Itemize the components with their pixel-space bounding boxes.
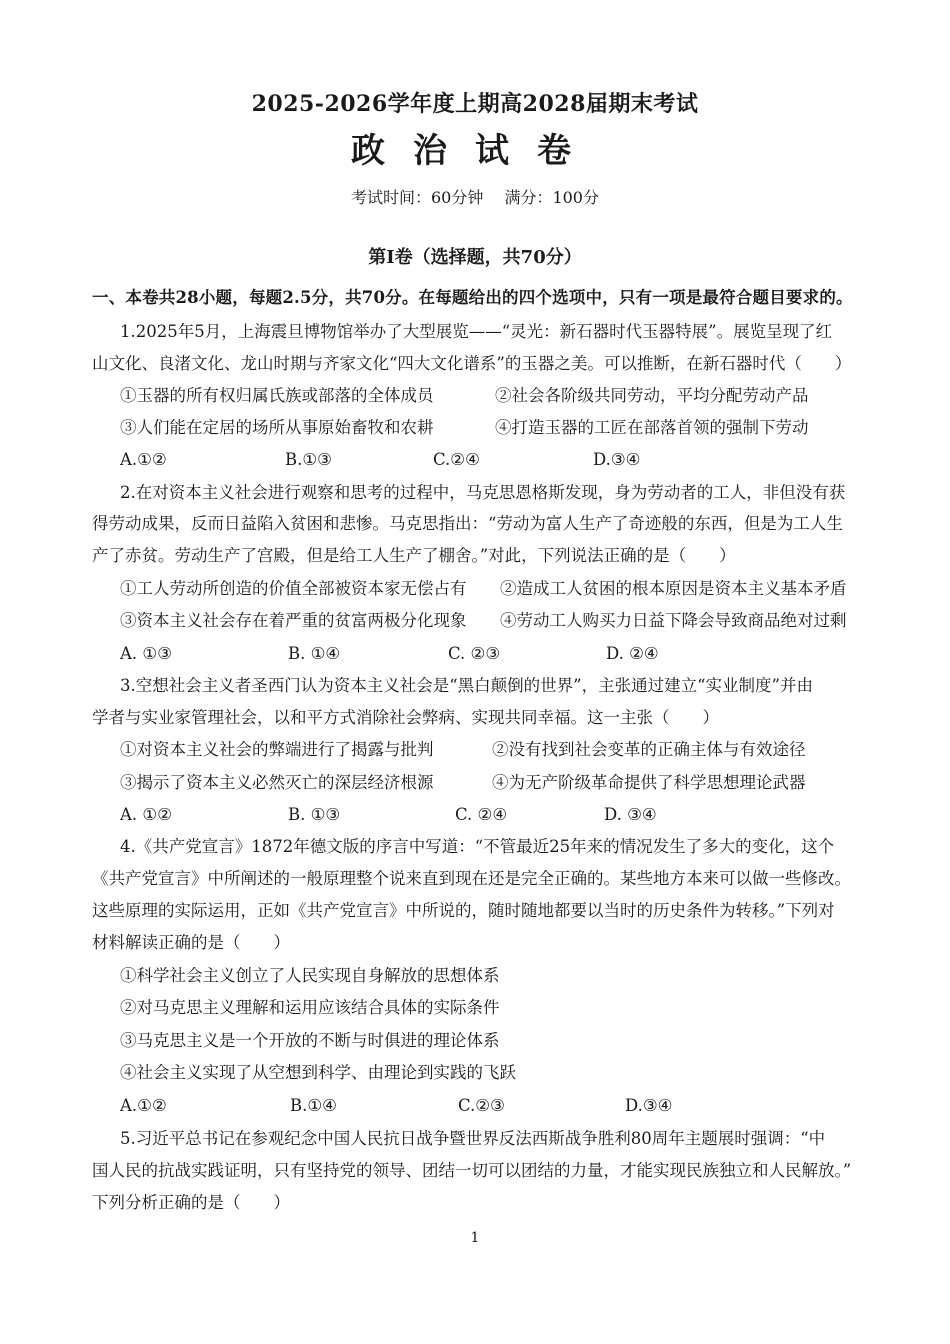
page-number: 1 bbox=[470, 1230, 480, 1246]
question-4-statement-2: ②对马克思主义理解和运用应该结合具体的实际条件 bbox=[120, 998, 500, 1017]
question-1-choice-a: A.①② bbox=[120, 450, 167, 469]
question-4-statement-3: ③马克思主义是一个开放的不断与时俱进的理论体系 bbox=[120, 1031, 500, 1050]
subject-title: 政治试卷 bbox=[351, 131, 599, 171]
question-3-statement-4: ④为无产阶级革命提供了科学思想理论武器 bbox=[492, 773, 806, 792]
question-1-choice-c: C.②④ bbox=[433, 450, 480, 469]
question-3-statement-1: ①对资本主义社会的弊端进行了揭露与批判 bbox=[120, 740, 434, 759]
question-4-choice-c: C.②③ bbox=[458, 1096, 505, 1115]
question-4-choice-b: B.①④ bbox=[290, 1096, 337, 1115]
question-1-statement-4: ④打造玉器的工匠在部落首领的强制下劳动 bbox=[495, 418, 809, 437]
section-instructions: 一、本卷共28小题，每题2.5分，共70分。在每题给出的四个选项中，只有一项是最符合题目要求的。 bbox=[92, 288, 853, 307]
question-3-statement-2: ②没有找到社会变革的正确主体与有效途径 bbox=[492, 740, 806, 759]
exam-title: 2025-2026学年度上期高2028届期末考试 bbox=[251, 91, 699, 117]
question-4-stem-line-2: 《共产党宣言》中所阐述的一般原理整个说来直到现在还是完全正确的。某些地方本来可以做一些修改。 bbox=[92, 869, 851, 888]
question-3-stem-line-2: 学者与实业家管理社会，以和平方式消除社会弊病、实现共同幸福。这一主张（ ） bbox=[92, 708, 719, 727]
question-5-stem-line-2: 国人民的抗战实践证明，只有坚持党的领导、团结一切可以团结的力量，才能实现民族独立和人民解放。” bbox=[92, 1161, 852, 1180]
question-4-statement-4: ④社会主义实现了从空想到科学、由理论到实践的飞跃 bbox=[120, 1063, 516, 1082]
question-2-choice-b: B. ①④ bbox=[288, 644, 341, 663]
question-4-choice-d: D.③④ bbox=[625, 1096, 673, 1115]
question-4-stem-line-4: 材料解读正确的是（ ） bbox=[92, 933, 290, 952]
question-2-statement-1: ①工人劳动所创造的价值全部被资本家无偿占有 bbox=[120, 579, 467, 598]
section-title: 第Ⅰ卷（选择题，共70分） bbox=[368, 247, 582, 268]
question-5-stem-line-1: 5.习近平总书记在参观纪念中国人民抗日战争暨世界反法西斯战争胜利80周年主题展时强调：“中 bbox=[120, 1129, 826, 1148]
exam-info: 考试时间：60分钟 满分：100分 bbox=[351, 188, 599, 207]
question-3-choice-d: D. ③④ bbox=[604, 805, 657, 824]
question-2-stem-line-1: 2.在对资本主义社会进行观察和思考的过程中，马克思恩格斯发现，身为劳动者的工人，非但没有获 bbox=[120, 483, 846, 502]
question-4-statement-1: ①科学社会主义创立了人民实现自身解放的思想体系 bbox=[120, 966, 500, 985]
question-2-choice-a: A. ①③ bbox=[120, 644, 172, 663]
question-4-stem-line-1: 4.《共产党宣言》1872年德文版的序言中写道：“不管最近25年来的情况发生了多大的变化，这个 bbox=[120, 837, 835, 856]
question-1-stem-line-1: 1.2025年5月，上海震旦博物馆举办了大型展览——“灵光：新石器时代玉器特展”。展览呈现了红 bbox=[120, 322, 833, 341]
question-5-stem-line-3: 下列分析正确的是（ ） bbox=[92, 1193, 290, 1212]
question-4-choice-a: A.①② bbox=[120, 1096, 167, 1115]
question-3-statement-3: ③揭示了资本主义必然灭亡的深层经济根源 bbox=[120, 773, 434, 792]
question-1-stem-line-2: 山文化、良渚文化、龙山时期与齐家文化“四大文化谱系”的玉器之美。可以推断，在新石器时代（ ） bbox=[92, 354, 852, 373]
question-2-stem-line-2: 得劳动成果，反而日益陷入贫困和悲惨。马克思指出：“劳动为富人生产了奇迹般的东西，但是为工人生 bbox=[92, 514, 843, 533]
question-1-statement-1: ①玉器的所有权归属氏族或部落的全体成员 bbox=[120, 386, 434, 405]
question-1-statement-2: ②社会各阶级共同劳动，平均分配劳动产品 bbox=[495, 386, 809, 405]
question-2-choice-c: C. ②③ bbox=[448, 644, 501, 663]
question-2-stem-line-3: 产了赤贫。劳动生产了宫殿，但是给工人生产了棚舍。”对此，下列说法正确的是（ ） bbox=[92, 546, 736, 565]
question-1-choice-b: B.①③ bbox=[285, 450, 332, 469]
question-3-stem-line-1: 3.空想社会主义者圣西门认为资本主义社会是“黑白颠倒的世界”，主张通过建立“实业制度”并由 bbox=[120, 676, 813, 695]
question-1-choice-d: D.③④ bbox=[593, 450, 641, 469]
question-4-stem-line-3: 这些原理的实际运用，正如《共产党宣言》中所说的，随时随地都要以当时的历史条件为转移。”下列对 bbox=[92, 901, 835, 920]
question-2-statement-4: ④劳动工人购买力日益下降会导致商品绝对过剩 bbox=[500, 611, 847, 630]
question-3-choice-a: A. ①② bbox=[120, 805, 172, 824]
question-3-choice-b: B. ①③ bbox=[288, 805, 341, 824]
question-3-choice-c: C. ②④ bbox=[455, 805, 508, 824]
question-2-statement-2: ②造成工人贫困的根本原因是资本主义基本矛盾 bbox=[500, 579, 847, 598]
question-2-statement-3: ③资本主义社会存在着严重的贫富两极分化现象 bbox=[120, 611, 467, 630]
question-2-choice-d: D. ②④ bbox=[606, 644, 659, 663]
question-1-statement-3: ③人们能在定居的场所从事原始畜牧和农耕 bbox=[120, 418, 434, 437]
